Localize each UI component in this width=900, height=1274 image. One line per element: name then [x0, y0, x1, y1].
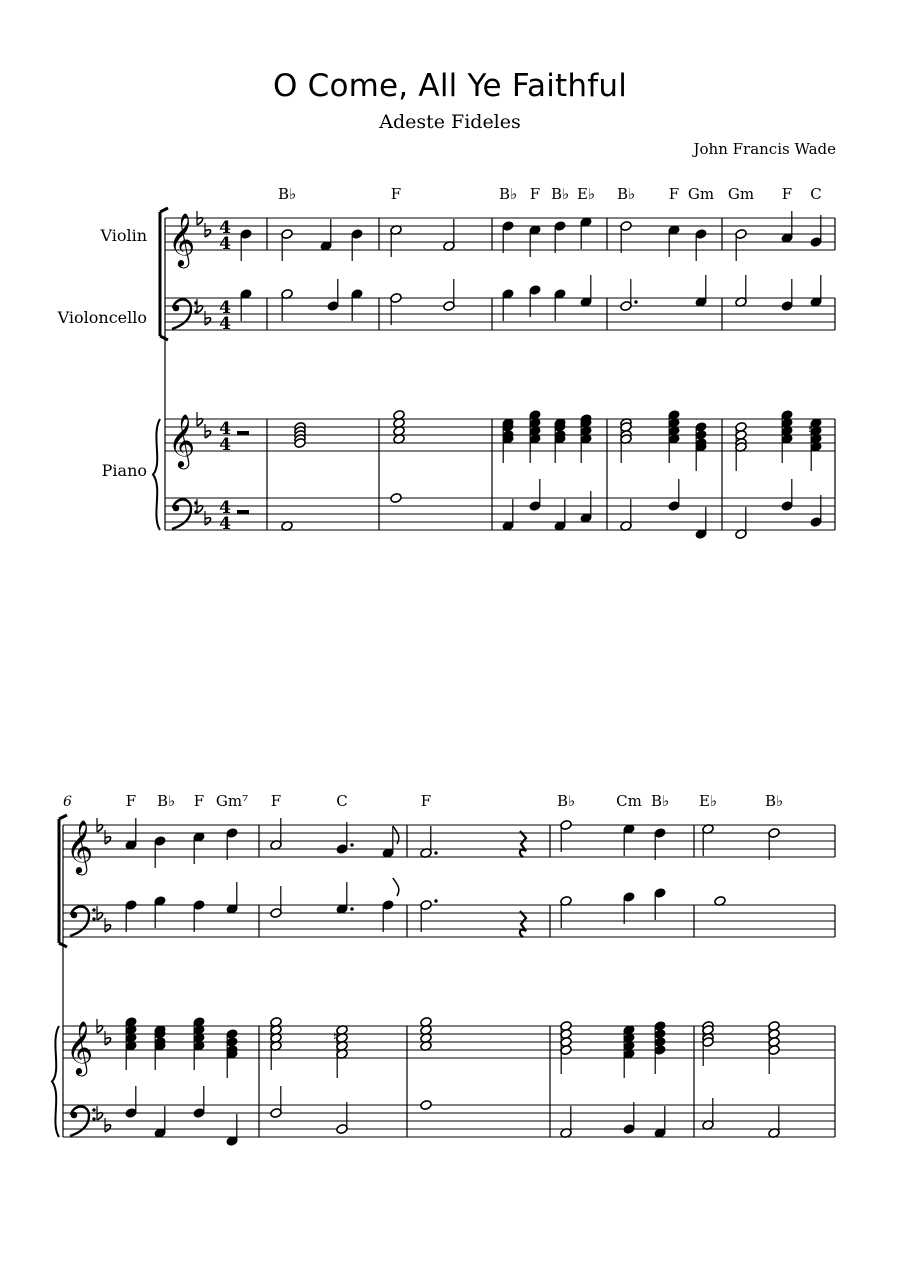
flat-bowl	[97, 825, 103, 832]
chord-symbol: F	[270, 792, 282, 810]
time-signature-top: 4	[219, 419, 231, 439]
flat-bowl	[197, 419, 203, 426]
flat-bowl	[105, 925, 111, 932]
flat-bowl	[97, 1026, 103, 1033]
piano-brace	[153, 419, 160, 530]
time-signature-bottom: 4	[219, 234, 231, 254]
chord-symbol: E♭	[698, 792, 718, 810]
dot	[434, 899, 437, 902]
instrument-name-piano: Piano	[101, 461, 147, 480]
dot	[350, 907, 353, 910]
treble-clef-icon: 𝄞	[66, 1020, 94, 1074]
chord-symbol: B♭	[650, 792, 670, 810]
chord-symbol: B♭	[550, 185, 570, 203]
bass-clef-dot	[173, 505, 180, 512]
flat-bowl	[97, 913, 103, 920]
natural-sign: ♮	[333, 1030, 338, 1044]
chord-symbol: B♭	[556, 792, 576, 810]
instrument-name-violin: Violin	[100, 226, 147, 245]
bass-clef-dot	[71, 1112, 78, 1119]
chord-symbol: C	[336, 792, 348, 810]
flat-bowl	[205, 318, 211, 325]
eighth-flag	[393, 878, 399, 896]
chord-symbol: Gm	[727, 185, 755, 203]
flat-bowl	[205, 230, 211, 237]
chord-symbol: B♭	[277, 185, 297, 203]
flat-bowl	[205, 431, 211, 438]
bass-clef-dot	[173, 305, 180, 312]
time-signature-top: 4	[219, 498, 231, 518]
chord-symbol: Gm⁷	[215, 792, 249, 810]
chord-symbol: F	[125, 792, 137, 810]
whole-note	[420, 1100, 432, 1111]
chord-symbol: B♭	[156, 792, 176, 810]
score-subtitle: Adeste Fideles	[379, 111, 521, 133]
flat-bowl	[197, 506, 203, 513]
score-title: O Come, All Ye Faithful	[272, 68, 628, 104]
bass-clef-dot	[92, 908, 95, 911]
dot	[434, 851, 437, 854]
bass-clef-dot	[71, 912, 78, 919]
measure-number: 6	[63, 794, 72, 810]
chord-symbol: E♭	[576, 185, 596, 203]
time-signature-bottom: 4	[219, 435, 231, 455]
flat-bowl	[105, 1038, 111, 1045]
flat-bowl	[105, 1125, 111, 1132]
quarter-rest	[520, 911, 526, 937]
time-signature-bottom: 4	[219, 514, 231, 534]
composer-credit: John Francis Wade	[693, 140, 836, 158]
flat-bowl	[97, 1113, 103, 1120]
treble-clef-icon: 𝄞	[168, 212, 196, 266]
quarter-rest	[520, 831, 526, 857]
time-signature-top: 4	[219, 218, 231, 238]
flat-bowl	[197, 306, 203, 313]
chord-symbol: F	[193, 792, 205, 810]
dot	[634, 300, 637, 303]
bass-clef-dot	[92, 1108, 95, 1111]
time-signature-top: 4	[219, 298, 231, 318]
chord-symbol: Cm	[616, 792, 642, 810]
half-rest	[237, 431, 249, 435]
chord-symbol: F	[529, 185, 541, 203]
chord-symbol: F	[781, 185, 793, 203]
flat-bowl	[205, 518, 211, 525]
chord-symbol: B♭	[764, 792, 784, 810]
chord-symbol: C	[810, 185, 822, 203]
piano-brace	[52, 1026, 59, 1137]
instrument-name-cello: Violoncello	[57, 308, 147, 327]
half-rest	[237, 510, 249, 514]
flat-bowl	[197, 218, 203, 225]
natural-sign: ♮	[808, 423, 813, 437]
staff-bracket	[160, 208, 168, 340]
chord-symbol: Gm	[687, 185, 715, 203]
flat-bowl	[105, 837, 111, 844]
dot	[350, 843, 353, 846]
chord-symbol: B♭	[616, 185, 636, 203]
treble-clef-icon: 𝄞	[66, 819, 94, 873]
chord-symbol: F	[390, 185, 402, 203]
chord-symbol: B♭	[498, 185, 518, 203]
time-signature-bottom: 4	[219, 314, 231, 334]
chord-symbol: F	[420, 792, 432, 810]
bass-clef-dot	[92, 1117, 95, 1120]
bass-clef-dot	[92, 917, 95, 920]
treble-clef-icon: 𝄞	[168, 413, 196, 467]
whole-note	[390, 493, 402, 504]
chord-symbol: F	[668, 185, 680, 203]
